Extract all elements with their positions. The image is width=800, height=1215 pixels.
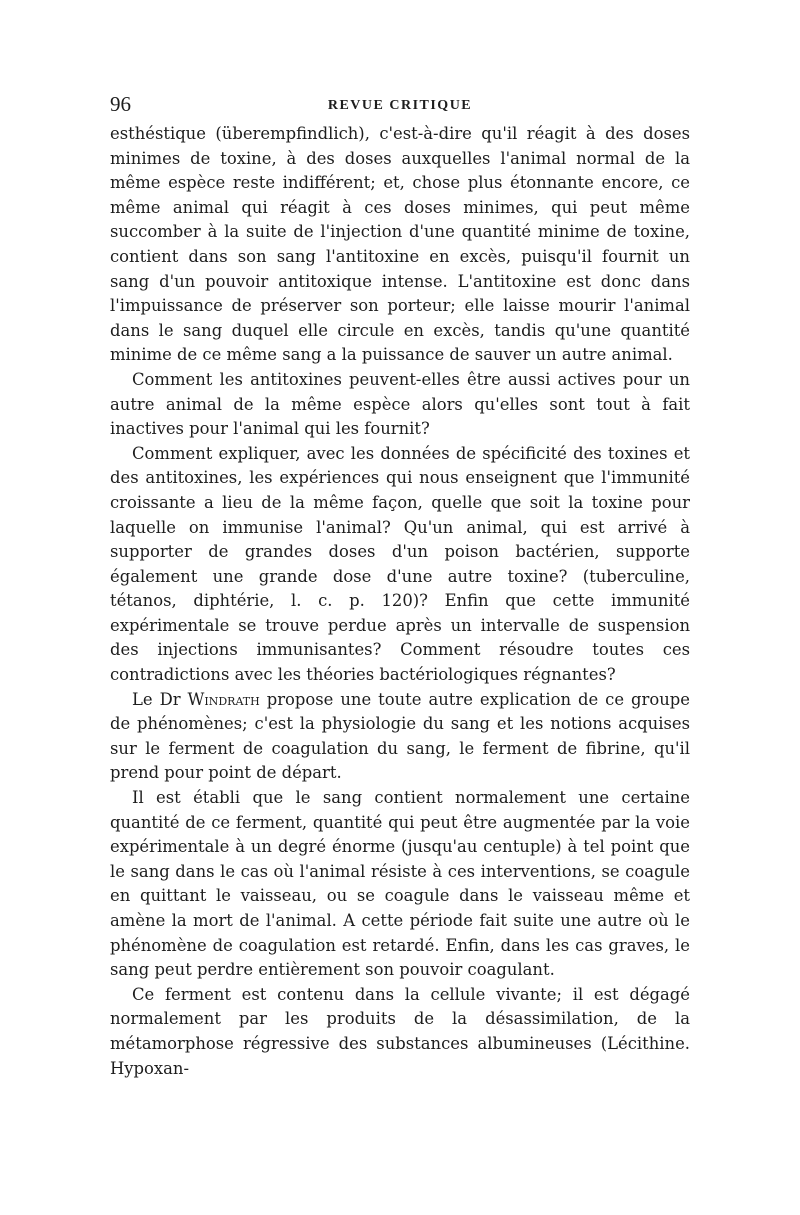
body-text <box>110 122 690 1081</box>
page-number: 96 <box>110 92 131 116</box>
paragraph <box>110 688 690 786</box>
paragraph: Comment expliquer, avec les données de spécificité des toxines et des antitoxines, les expériences qui nous enseignent que l'immunité croissante a lieu de la même façon, quelle que soit la toxine pour laquelle on immunise l'animal? Qu'un animal, qui est arrivé à supporter de grandes doses d'un poison bactérien, supporte également une grande dose d'une autre toxine? (tuberculine, tétanos, diphtérie, l. c. p. 120)? Enfin que cette immunité expérimentale se trouve perdue après un intervalle de suspension des injections immunisantes? Comment résoudre toutes ces contradictions avec les théories bactériologiques régnantes? <box>110 443 690 685</box>
book-page <box>110 92 690 1081</box>
paragraph: esthéstique (überempfindlich), c'est-à-dire qu'il réagit à des doses minimes de toxine, à des doses auxquelles l'animal normal de la même espèce reste indifférent; et, chose plus étonnante encore, ce même animal qui réagit à ces doses minimes, qui peut même succomber à la suite de l'injection d'une quantité minime de toxine, contient dans son sang l'antitoxine en excès, puisqu'il fournit un sang d'un pouvoir antitoxique intense. L'antitoxine est donc dans l'impuissance de préserver son porteur; elle laisse mourir l'animal dans le sang duquel elle circule en excès, tandis qu'une quantité minime de ce même sang a la puissance de sauver un autre animal. <box>110 124 690 365</box>
paragraph: Comment les antitoxines peuvent-elles être aussi actives pour un autre animal de la même espèce alors qu'elles sont tout à fait inactives pour l'animal qui les fournit? <box>110 369 690 439</box>
page-header <box>110 92 690 122</box>
paragraph: Ce ferment est contenu dans la cellule vivante; il est dégagé normalement par les produits de la désassimilation, de la métamorphose régressive des substances albumineuses (Lécithine. Hypoxan- <box>110 984 690 1078</box>
author-name: Windrath <box>187 689 260 709</box>
paragraph-text: propose une toute autre explication de ce groupe de phénomènes; c'est la physiologie du sang et les notions acquises sur le ferment de coagulation du sang, le ferment de fibrine, qu'il prend pour point de départ. <box>110 689 690 783</box>
paragraph: Il est établi que le sang contient normalement une certaine quantité de ce ferment, quantité qui peut être augmentée par la voie expérimentale à un degré énorme (jusqu'au centuple) à tel point que le sang dans le cas où l'animal résiste à ces interventions, se coagule en quittant le vaisseau, ou se coagule dans le vaisseau même et amène la mort de l'animal. A cette période fait suite une autre où le phénomène de coagulation est retardé. Enfin, dans les cas graves, le sang peut perdre entièrement son pouvoir coagulant. <box>110 788 690 980</box>
running-head: REVUE CRITIQUE <box>327 98 473 113</box>
author-prefix: Le Dr <box>132 689 188 709</box>
